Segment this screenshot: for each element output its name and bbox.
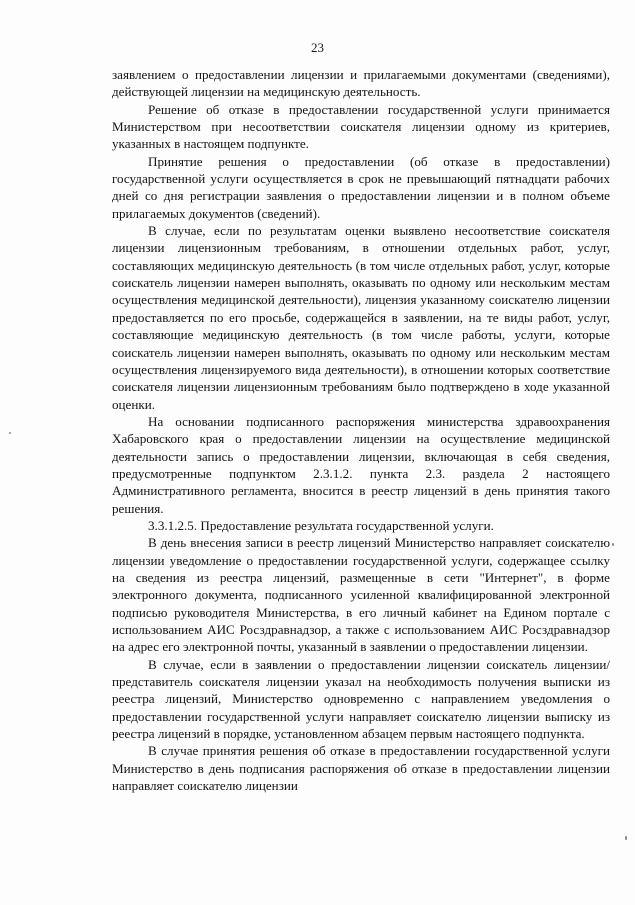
paragraph: заявлением о предоставлении лицензии и прилагаемыми документами (сведениями), действующей лицензии на медицинскую деятельность. — [112, 67, 610, 100]
paragraph: Принятие решения о предоставлении (об отказе в предоставлении) государственной услуги осуществляется в срок не превышающий пятнадцати рабочих дней со дня регистрации заявления о предоставлении лицензии и в полном объеме прилагаемых документов (сведений). — [112, 153, 610, 221]
scan-speck — [9, 432, 11, 434]
paragraph: В день внесения записи в реестр лицензий Министерство направляет соискателю лицензии уведомление о предоставлении государственной услуги, содержащее ссылку на сведения из реестра лицензий, размещенные в сети "Интернет", в форме электронного документа, подписанного усиленной квалифицированной электронной подписью руководителя Министерства, в его личный кабинет на Едином портале с использованием АИС Росздравнадзор, а также с использованием АИС Росздравнадзор на адрес его электронной почты, указанный в заявлении о предоставлении лицензии. — [112, 535, 610, 655]
paragraph: На основании подписанного распоряжения министерства здравоохранения Хабаровского края о предоставлении лицензии на осуществление медицинской деятельности запись о предоставлении лицензии, включающая в себя сведения, предусмотренные подпунктом 2.3.1.2. пункта 2.3. раздела 2 настоящего Административного регламента, вносится в реестр лицензий в день принятия такого решения. — [112, 413, 610, 516]
document-body — [112, 66, 610, 794]
paragraph: В случае, если по результатам оценки выявлено несоответствие соискателя лицензии лицензионным требованиям, в отношении отдельных работ, услуг, составляющих медицинскую деятельность (в том числе отдельных работ, услуг, которые соискатель лицензии намерен выполнять, оказывать по одному или нескольким местам осуществления медицинской деятельности), лицензия указанному соискателю лицензии предоставляется по его просьбе, содержащейся в заявлении, на те виды работ, услуг, составляющие медицинскую деятельность (в том числе работы, услуги, которые соискатель лицензии намерен выполнять, оказывать по одному или нескольким местам осуществления лицензируемого вида деятельности), в отношении которых соответствие соискателя лицензии лицензионным требованиям было подтверждено в ходе указанной оценки. — [112, 223, 610, 412]
paragraph: Решение об отказе в предоставлении государственной услуги принимается Министерством при несоответствии соискателя лицензии одному из критериев, указанных в настоящем подпункте. — [112, 101, 610, 152]
scan-speck — [625, 836, 627, 840]
paragraph: В случае, если в заявлении о предоставлении лицензии соискатель лицензии/представитель соискателя лицензии указал на необходимость получения выписки из реестра лицензий, Министерство одновременно с направлением уведомления о предоставлении государственной услуги направляет соискателю лицензии выписку из реестра лицензий в порядке, установленном абзацем первым настоящего подпункта. — [112, 656, 610, 742]
page-number: 23 — [311, 40, 324, 55]
scan-speck — [612, 543, 614, 546]
paragraph: 3.3.1.2.5. Предоставление результата государственной услуги. — [148, 517, 494, 533]
paragraph: В случае принятия решения об отказе в предоставлении государственной услуги Министерство в день подписания распоряжения об отказе в предоставлении лицензии направляет соискателю лицензии — [112, 743, 610, 794]
